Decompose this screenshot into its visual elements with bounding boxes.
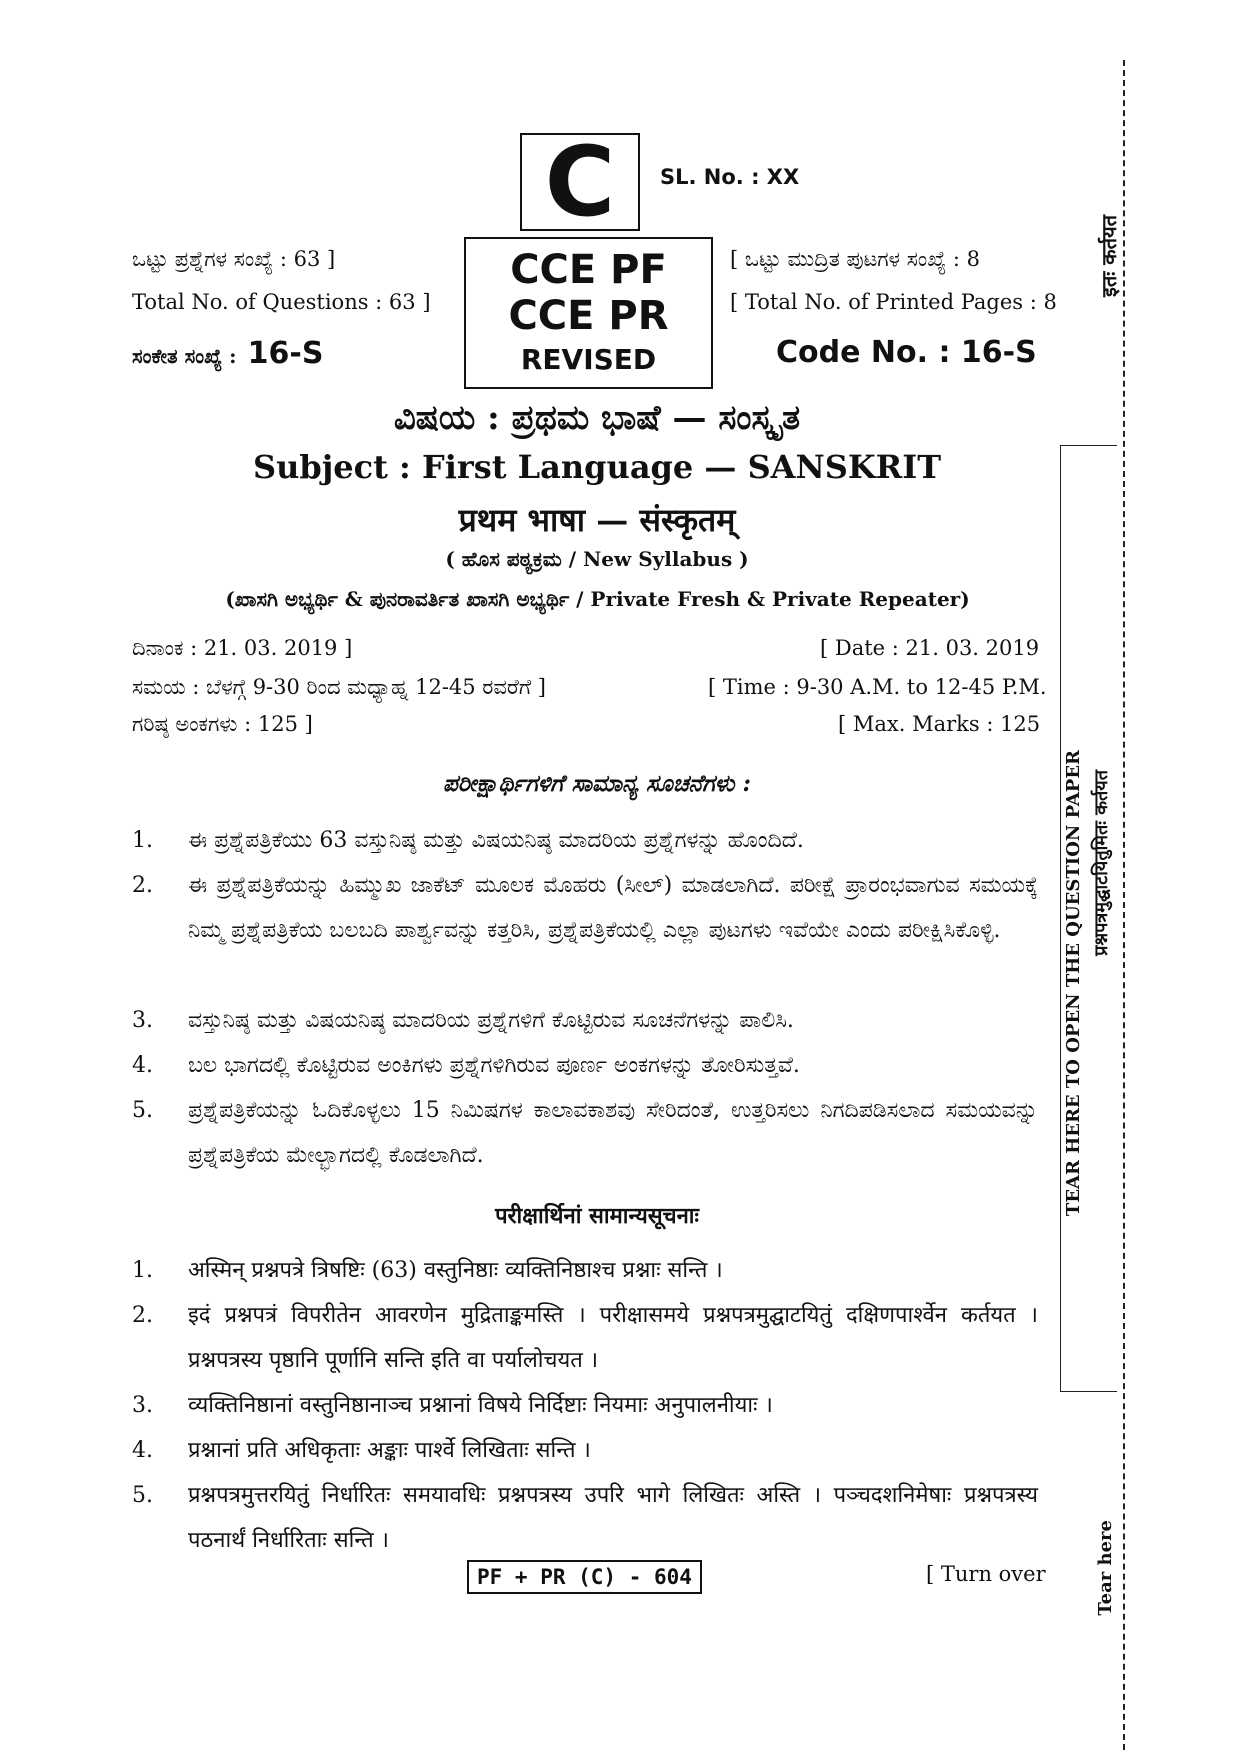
kn-time: ಸಮಯ : ಬೆಳಗ್ಗೆ 9-30 ರಿಂದ ಮಧ್ಯಾಹ್ನ 12-45 ರವರೆಗೆ ] [132,675,546,699]
subject-hindi: प्रथम भाषा — संस्कृतम् [458,501,736,539]
tear-here-label: Tear here [1095,1520,1116,1616]
kn-max-marks: ಗರಿಷ್ಠ ಅಂಕಗಳು : 125 ] [132,712,313,736]
tear-dashed-line [1123,60,1125,1750]
subject-kannada: ವಿಷಯ : ಪ್ರಥಮ ಭಾಷೆ — ಸಂಸ್ಕೃತ [393,398,801,438]
cce-line-2: CCE PR [508,293,669,339]
en-total-questions: Total No. of Questions : 63 ] [132,290,431,314]
sa-instructions-list: 1. अस्मिन् प्रश्नपत्रे त्रिषष्टिः (63) वस्तुनिष्ठाः व्यक्तिनिष्ठाश्च प्रश्नाः सन्ति । 2. इदं प्रश्नपत्रं विपरीतेन आवरणेन मुद्रिताङ्कमस्ति । परीक्षासमये प्रश्नपत्रमुद्घाटयितुं दक्षिणपार्श्वेन कर्तयत । प्रश्नपत्रस्य पृष्ठानि पूर्णानि सन्ति इति वा पर्यालोचयत । 3. व्यक्तिनिष्ठानां वस्तुनिष्ठानाञ्च प्रश्नानां विषये निर्दिष्टाः नियमाः अनुपालनीयाः । 4. प्रश्नानां प्रति अधिकृताः अङ्काः पार्श्वे लिखिताः सन्ति । 5. प्रश्नपत्रमुत्तरयितुं निर्धारितः समयावधिः प्रश्नपत्रस्य उपरि भागे लिखितः अस्ति । पञ्चदशनिमेषाः प्रश्नपत्रस्य पठनार्थं निर्धारिताः सन्ति । [132,1258,1038,1553]
turn-over: [ Turn over [926,1562,1046,1586]
cce-box [464,237,713,389]
revised-label: REVISED [520,343,657,376]
kn-instructions-heading: ಪರೀಕ್ಷಾರ್ಥಿಗಳಿಗೆ ಸಾಮಾನ್ಯ ಸೂಚನೆಗಳು : [442,770,751,797]
sa-instructions-heading: परीक्षार्थिनां सामान्यसूचनाः [495,1203,699,1229]
en-total-pages: [ Total No. of Printed Pages : 8 [730,290,1057,314]
en-max-marks: [ Max. Marks : 125 [838,712,1041,736]
kn-code [132,336,323,371]
en-code-number: Code No. : 16-S [776,335,1037,370]
cut-here-hindi: इतः कर्तयत [1097,215,1121,297]
kn-date: ದಿನಾಂಕ : 21. 03. 2019 ] [132,636,353,660]
kn-code-value: 16-S [247,336,324,371]
paper-code-box: PF + PR (C) - 604 [467,1560,702,1594]
syllabus-label: ( ಹೊಸ ಪಠ್ಯಕ್ರಮ / New Syllabus ) [445,547,749,571]
serial-number: SL. No. : XX [660,165,800,189]
kn-total-questions: ಒಟ್ಟು ಪ್ರಶ್ನೆಗಳ ಸಂಖ್ಯೆ : 63 ] [132,247,336,271]
subject-english: Subject : First Language — SANSKRIT [252,448,942,486]
kn-total-pages: [ ಒಟ್ಟು ಮುದ್ರಿತ ಪುಟಗಳ ಸಂಖ್ಯೆ : 8 [730,247,981,271]
cce-line-1: CCE PF [510,247,667,293]
en-date: [ Date : 21. 03. 2019 [820,636,1040,660]
tear-here-english: TEAR HERE TO OPEN THE QUESTION PAPER [1063,750,1084,1217]
en-time: [ Time : 9-30 A.M. to 12-45 P.M. [708,675,1047,699]
paper-set-letter: C [544,126,616,238]
kn-instructions-list: 1. ಈ ಪ್ರಶ್ನೆಪತ್ರಿಕೆಯು 63 ವಸ್ತುನಿಷ್ಠ ಮತ್ತು ವಿಷಯನಿಷ್ಠ ಮಾದರಿಯ ಪ್ರಶ್ನೆಗಳನ್ನು ಹೊಂದಿದೆ. 2. ಈ ಪ್ರಶ್ನೆಪತ್ರಿಕೆಯನ್ನು ಹಿಮ್ಮುಖ ಜಾಕೆಟ್ ಮೂಲಕ ಮೊಹರು (ಸೀಲ್) ಮಾಡಲಾಗಿದೆ. ಪರೀಕ್ಷೆ ಪ್ರಾರಂಭವಾಗುವ ಸಮಯಕ್ಕೆ ನಿಮ್ಮ ಪ್ರಶ್ನೆಪತ್ರಿಕೆಯ ಬಲಬದಿ ಪಾರ್ಶ್ವವನ್ನು ಕತ್ತರಿಸಿ, ಪ್ರಶ್ನೆಪತ್ರಿಕೆಯಲ್ಲಿ ಎಲ್ಲಾ ಪುಟಗಳು ಇವೆಯೇ ಎಂದು ಪರೀಕ್ಷಿಸಿಕೊಳ್ಳಿ. 3. ವಸ್ತುನಿಷ್ಠ ಮತ್ತು ವಿಷಯನಿಷ್ಠ ಮಾದರಿಯ ಪ್ರಶ್ನೆಗಳಿಗೆ ಕೊಟ್ಟಿರುವ ಸೂಚನೆಗಳನ್ನು ಪಾಲಿಸಿ. 4. ಬಲ ಭಾಗದಲ್ಲಿ ಕೊಟ್ಟಿರುವ ಅಂಕಿಗಳು ಪ್ರಶ್ನೆಗಳಿಗಿರುವ ಪೂರ್ಣ ಅಂಕಗಳನ್ನು ತೋರಿಸುತ್ತವೆ. 5. ಪ್ರಶ್ನೆಪತ್ರಿಕೆಯನ್ನು ಓದಿಕೊಳ್ಳಲು 15 ನಿಮಿಷಗಳ ಕಾಲಾವಕಾಶವು ಸೇರಿದಂತೆ, ಉತ್ತರಿಸಲು ನಿಗದಿಪಡಿಸಲಾದ ಸಮಯವನ್ನು ಪ್ರಶ್ನೆಪತ್ರಿಕೆಯ ಮೇಲ್ಭಾಗದಲ್ಲಿ ಕೊಡಲಾಗಿದೆ. [132,828,1038,1168]
kn-code-label: ಸಂಕೇತ ಸಂಖ್ಯೆ : [132,344,237,368]
paper-set-box [520,126,640,238]
candidate-type: (ಖಾಸಗಿ ಅಭ್ಯರ್ಥಿ & ಪುನರಾವರ್ತಿತ ಖಾಸಗಿ ಅಭ್ಯರ್ಥಿ / Private Fresh & Private Repeater) [225,587,970,611]
tear-here-hindi: प्रश्नपत्रमुद्घाटयितुमितः कर्तयत [1091,770,1112,956]
